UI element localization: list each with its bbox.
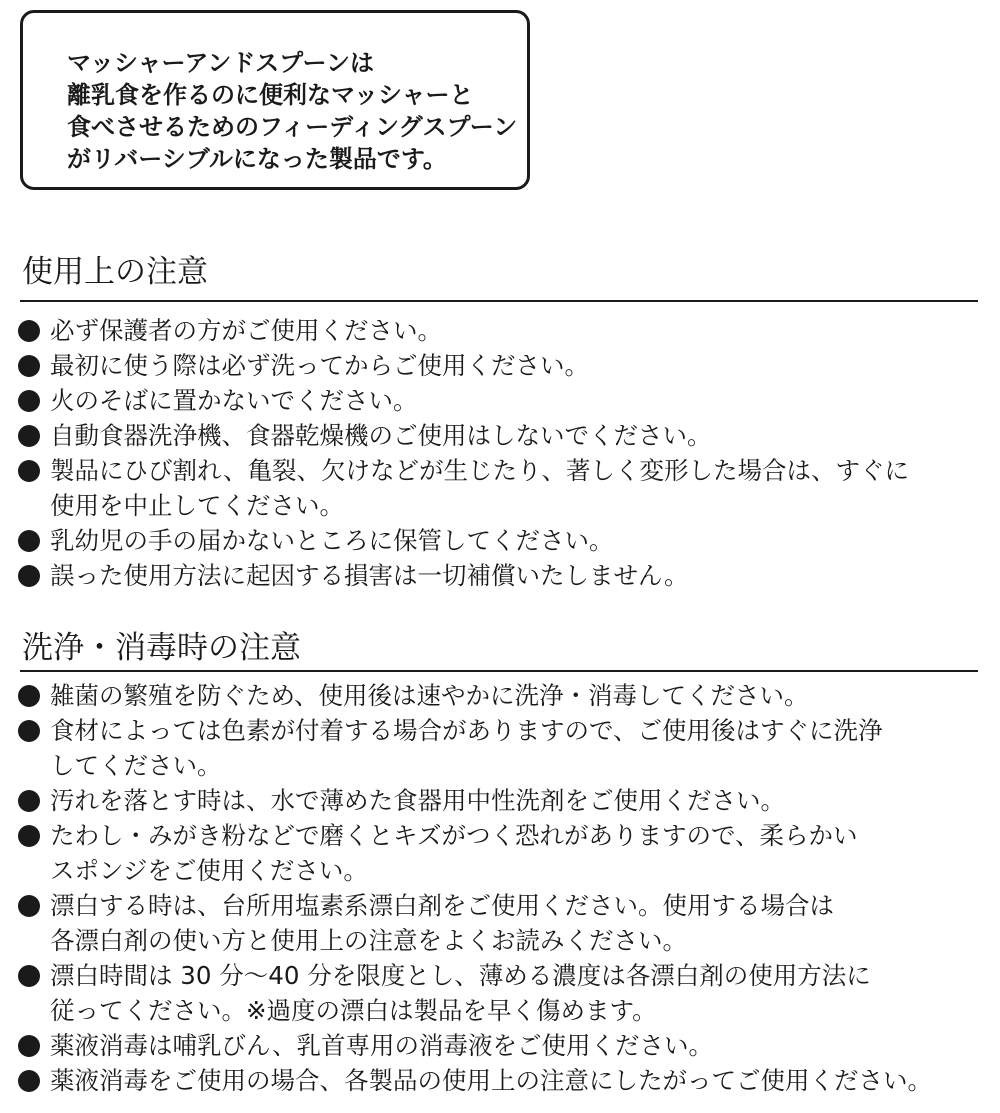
list-item: 薬液消毒は哺乳びん、乳首専用の消毒液をご使用ください。	[18, 1028, 988, 1063]
bullet-icon	[18, 565, 40, 587]
intro-line: 離乳食を作るのに便利なマッシャーと	[67, 81, 474, 109]
bullet-icon	[18, 530, 40, 552]
bullet-icon	[18, 685, 40, 707]
list-item: 自動食器洗浄機、食器乾燥機のご使用はしないでください。	[18, 418, 988, 453]
bullet-icon	[18, 825, 40, 847]
bullet-icon	[18, 460, 40, 482]
cleaning-list	[18, 678, 988, 1098]
bullet-icon	[18, 390, 40, 412]
list-item: 漂白する時は、台所用塩素系漂白剤をご使用ください。使用する場合は 各漂白剤の使い方と使用上の注意をよくお読みください。	[18, 888, 988, 958]
cleaning-section-title: 洗浄・消毒時の注意	[22, 630, 301, 666]
list-item: 汚れを落とす時は、水で薄めた食器用中性洗剤をご使用ください。	[18, 783, 988, 818]
usage-list	[18, 313, 988, 593]
intro-box	[20, 10, 530, 190]
list-item: 誤った使用方法に起因する損害は一切補償いたしません。	[18, 558, 988, 593]
bullet-icon	[18, 965, 40, 987]
bullet-icon	[18, 895, 40, 917]
bullet-icon	[18, 1070, 40, 1092]
cleaning-divider	[20, 670, 978, 672]
list-item: 乳幼児の手の届かないところに保管してください。	[18, 523, 988, 558]
bullet-icon	[18, 355, 40, 377]
list-item: 製品にひび割れ、亀裂、欠けなどが生じたり、著しく変形した場合は、すぐに 使用を中止してください。	[18, 453, 988, 523]
list-item: 雑菌の繁殖を防ぐため、使用後は速やかに洗浄・消毒してください。	[18, 678, 988, 713]
bullet-icon	[18, 790, 40, 812]
bullet-icon	[18, 720, 40, 742]
list-item: 漂白時間は 30 分〜40 分を限度とし、薄める濃度は各漂白剤の使用方法に 従ってください。※過度の漂白は製品を早く傷めます。	[18, 958, 988, 1028]
usage-divider	[20, 300, 978, 302]
list-item: 必ず保護者の方がご使用ください。	[18, 313, 988, 348]
bullet-icon	[18, 1035, 40, 1057]
list-item: たわし・みがき粉などで磨くとキズがつく恐れがありますので、柔らかい スポンジをご使用ください。	[18, 818, 988, 888]
intro-line: マッシャーアンドスプーンは	[67, 49, 374, 77]
intro-line: がリバーシブルになった製品です。	[67, 145, 447, 173]
list-item: 食材によっては色素が付着する場合がありますので、ご使用後はすぐに洗浄 してください。	[18, 713, 988, 783]
list-item: 火のそばに置かないでください。	[18, 383, 988, 418]
bullet-icon	[18, 320, 40, 342]
usage-section-title: 使用上の注意	[22, 254, 208, 290]
intro-line: 食べさせるためのフィーディングスプーン	[67, 113, 518, 141]
bullet-icon	[18, 425, 40, 447]
list-item: 薬液消毒をご使用の場合、各製品の使用上の注意にしたがってご使用ください。	[18, 1063, 988, 1098]
list-item: 最初に使う際は必ず洗ってからご使用ください。	[18, 348, 988, 383]
